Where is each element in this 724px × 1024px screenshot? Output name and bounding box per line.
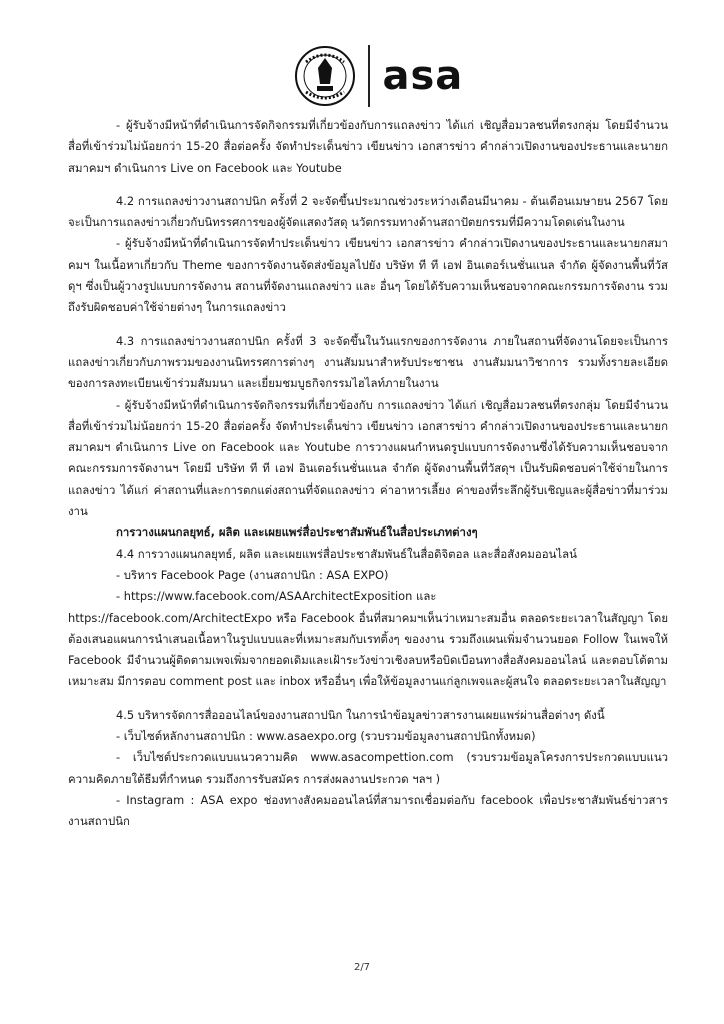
association-seal-icon	[294, 42, 356, 110]
page-number: 2/7	[353, 962, 371, 973]
list-item: - https://www.facebook.com/ASAArchitectExposition และ	[116, 589, 437, 604]
list-item: - เว็บไซต์หลักงานสถาปนิก : www.asaexpo.org (รวบรวมข้อมูลงานสถาปนิกทั้งหมด)	[116, 729, 536, 744]
list-item: - เว็บไซต์ประกวดแบบแนวความคิด www.asacompettion.com (รวบรวมข้อมูลโครงการประกวดแบบแนวความคิดภายใต้ธีมที่กำหนด รวมถึงการรับสมัคร การส่งผลงานประกวด ฯลฯ )	[68, 750, 668, 786]
paragraph: https://facebook.com/ArchitectExpo หรือ Facebook อื่นที่สมาคมฯเห็นว่าเหมาะสมอื่น ตลอดระยะเวลาในสัญญา โดยต้องเสนอแผนการนำเสนอเนื้อหาในรูปแบบและที่เหมาะสมกับเรทติ้งๆ ของงาน รวมถึงแผนเพิ่มจำนวนยอด Follow ในเพจให้ Facebook มีจำนวนผู้ติดตามเพจเพิ่มจากยอดเดิมและเฝ้าระวังข่าวเชิงลบหรือบิดเบือนทางสื่อสังคมออนไลน์ และตอบโต้ตามเหมาะสม มีการตอบ comment post และ inbox หรืออื่นๆ เพื่อให้ข้อมูลงานแก่ลูกเพจและผู้สนใจ ตลอดระยะเวลาในสัญญา	[68, 610, 668, 689]
section-heading: การวางแผนกลยุทธ์, ผลิต และเผยแพร่สื่อประชาสัมพันธ์ในสื่อประเภทต่างๆ	[116, 525, 478, 540]
list-item: - บริหาร Facebook Page (งานสถาปนิก : ASA EXPO)	[116, 567, 389, 582]
letterhead	[294, 38, 463, 114]
paragraph: 4.4 การวางแผนกลยุทธ์, ผลิต และเผยแพร่สื่อประชาสัมพันธ์ในสื่อดิจิตอล และสื่อสังคมออนไลน์	[116, 546, 577, 561]
paragraph: 4.3 การแถลงข่าวงานสถาปนิก ครั้งที่ 3 จะจัดขึ้นในวันแรกของการจัดงาน ภายในสถานที่จัดงานโดยจะเป็นการแถลงข่าวเกี่ยวกับภาพรวมของงานนิทรรศการต่างๆ งานสัมมนาสำหรับประชาชน งานสัมมนาวิชาการ รวมทั้งรายละเอียดของการลงทะเบียนเข้าร่วมสัมมนา และเยี่ยมชมบูธกิจกรรมไฮไลท์ภายในงาน	[68, 333, 668, 391]
paragraph: - ผู้รับจ้างมีหน้าที่ดำเนินการจัดกิจกรรมที่เกี่ยวข้องกับ การแถลงข่าว ได้แก่ เชิญสื่อมวลชนที่ตรงกลุ่ม โดยมีจำนวนสื่อที่เข้าร่วมไม่น้อยกว่า 15-20 สื่อต่อครั้ง จัดทำประเด็นข่าว เขียนข่าว เอกสารข่าว คำกล่าวเปิดงานของประธานและนายกสมาคมฯ ดำเนินการ Live on Facebook และ Youtube การวางแผนกำหนดรูปแบบการจัดงานซึ่งได้รับความเห็นชอบจากคณะกรรมการจัดงานฯ โดยมี บริษัท ที ที เอฟ อินเตอร์เนชั่นแนล จำกัด ผู้จัดงานพื้นที่วัสดุฯ เป็นรับผิดชอบค่าใช้จ่ายในการแถลงข่าว ได้แก่ ค่าสถานที่และการตกแต่งสถานที่จัดแถลงข่าว ค่าอาหารเลี้ยง ค่าของที่ระลึกผู้รับเชิญและผู้สื่อข่าวที่มาร่วมงาน	[68, 397, 668, 519]
paragraph: - ผู้รับจ้างมีหน้าที่ดำเนินการจัดกิจกรรมที่เกี่ยวข้องกับการแถลงข่าว ได้แก่ เชิญสื่อมวลชนที่ตรงกลุ่ม โดยมีจำนวนสื่อที่เข้าร่วมไม่น้อยกว่า 15-20 สื่อต่อครั้ง จัดทำประเด็นข่าว เขียนข่าว เอกสารข่าว คำกล่าวเปิดงานของประธานและนายกสมาคมฯ ดำเนินการ Live on Facebook และ Youtube	[68, 118, 668, 175]
document-body	[68, 115, 668, 833]
asa-logo: asa	[382, 53, 464, 99]
logo-divider	[368, 45, 370, 107]
paragraph: 4.2 การแถลงข่าวงานสถาปนิก ครั้งที่ 2 จะจัดขึ้นประมาณช่วงระหว่างเดือนมีนาคม - ต้นเดือนเมษายน 2567 โดยจะเป็นการแถลงข่าวเกี่ยวกับนิทรรศการของผู้จัดแสดงวัสดุ นวัตกรรมทางด้านสถาปัตยกรรมที่มีความโดดเด่นในงาน	[68, 193, 668, 230]
paragraph: - ผู้รับจ้างมีหน้าที่ดำเนินการจัดทำประเด็นข่าว เขียนข่าว เอกสารข่าว คำกล่าวเปิดงานของประธานและนายกสมาคมฯ ในเนื้อหาเกี่ยวกับ Theme ของการจัดงานจัดส่งข้อมูลไปยัง บริษัท ที ที เอฟ อินเตอร์เนชั่นแนล จำกัด ผู้จัดงานพื้นที่วัสดุฯ ซึ่งเป็นผู้วางรูปแบบการจัดงาน สถานที่จัดงานแถลงข่าว และ อื่นๆ โดยได้รับความเห็นชอบจากคณะกรรมการจัดงาน รวมถึงรับผิดชอบค่าใช้จ่ายต่างๆ ในการแถลงข่าว	[68, 236, 668, 315]
list-item: - Instagram : ASA expo ช่องทางสังคมออนไลน์ที่สามารถเชื่อมต่อกับ facebook เพื่อประชาสัมพันธ์ข่าวสารงานสถาปนิก	[68, 792, 668, 829]
paragraph: 4.5 บริหารจัดการสื่อออนไลน์ของงานสถาปนิก ในการนำข้อมูลข่าวสารงานเผยแพร่ผ่านสื่อต่างๆ ดังนี้	[116, 707, 605, 722]
